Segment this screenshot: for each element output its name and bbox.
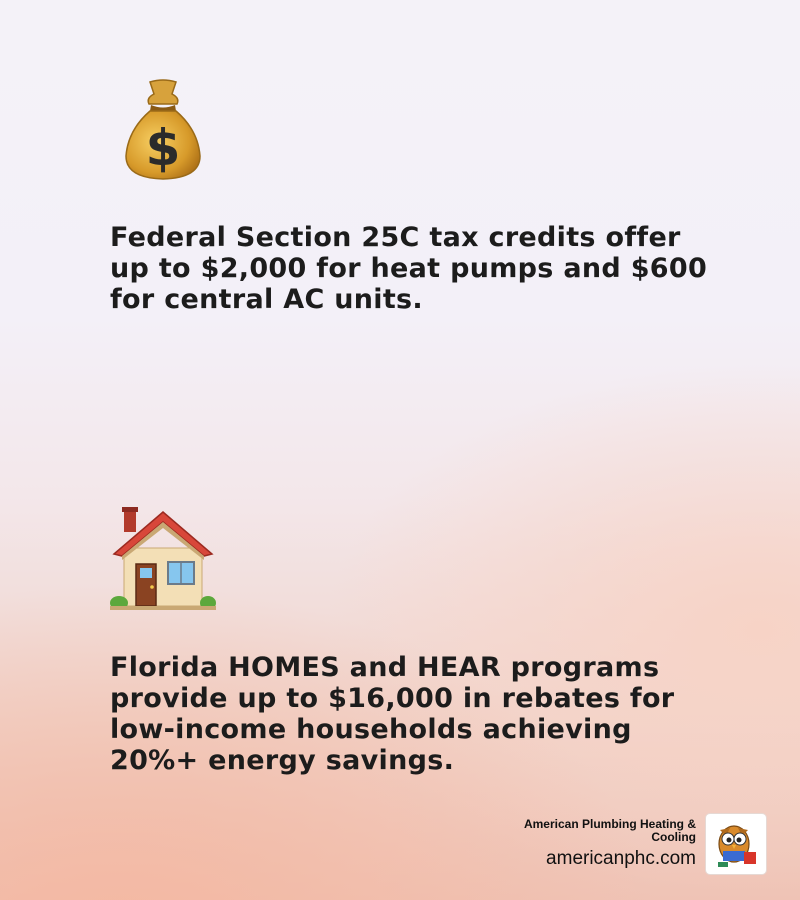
- owl-mascot-logo-icon: [706, 814, 766, 874]
- rebate-program-text: Florida HOMES and HEAR programs provide up to $16,000 in rebates for low-income households achieving 20%+ energy savings.: [110, 652, 675, 776]
- svg-text:$: $: [145, 119, 181, 177]
- house-icon: [110, 504, 216, 612]
- footer-branding: [496, 814, 766, 874]
- money-bag-icon: [122, 78, 204, 182]
- company-name: American Plumbing Heating & Cooling: [523, 817, 696, 844]
- tax-credit-text: Federal Section 25C tax credits offer up to $2,000 for heat pumps and $600 for central AC units.: [110, 222, 708, 315]
- website-link[interactable]: americanphc.com: [546, 848, 696, 869]
